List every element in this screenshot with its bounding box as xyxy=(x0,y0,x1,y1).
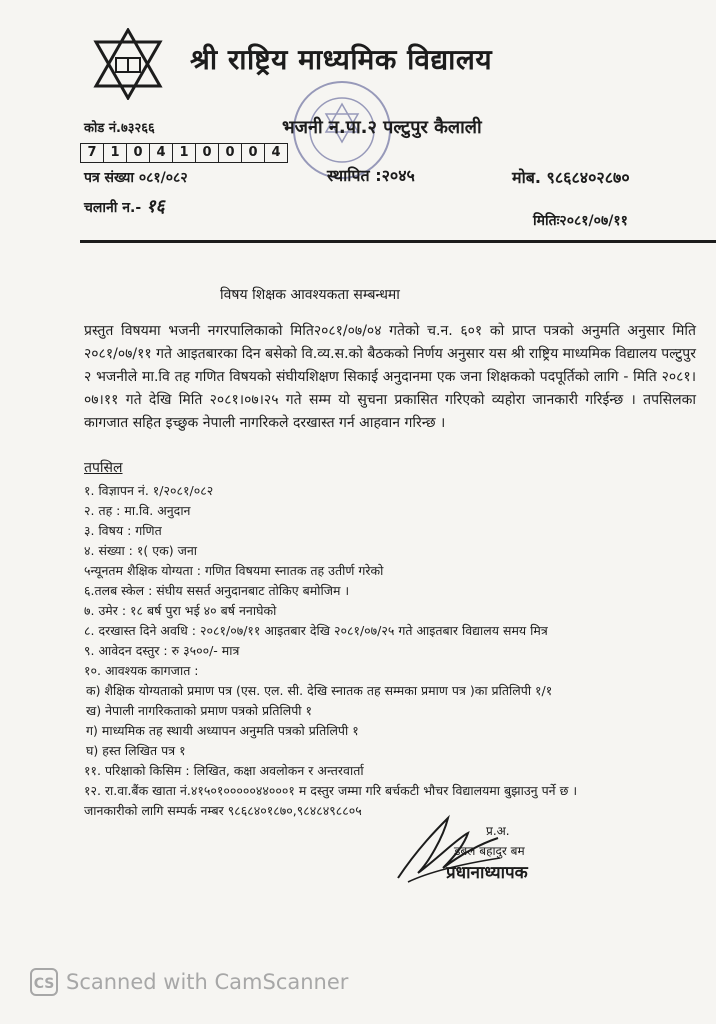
code-digit: 0 xyxy=(196,144,219,162)
letter-number: पत्र संख्या ०८१/०८२ xyxy=(84,170,188,186)
dispatch-label: चलानी न.- xyxy=(84,200,142,216)
school-emblem-icon xyxy=(92,28,164,100)
list-item: २. तह : मा.वि. अनुदान xyxy=(84,503,191,518)
list-item: ७. उमेर : १८ बर्ष पुरा भई ४० बर्ष ननाघेको xyxy=(84,603,277,618)
camscanner-logo-icon: CS xyxy=(30,968,58,996)
code-digit: 0 xyxy=(242,144,265,162)
signatory-role: प्रधानाध्यापक xyxy=(446,863,528,883)
list-item: ९. आवेदन दस्तुर : रु ३५००/- मात्र xyxy=(84,643,240,658)
details-list xyxy=(84,481,694,821)
established-year: स्थापित :२०४५ xyxy=(327,166,415,185)
header-divider xyxy=(80,240,716,243)
code-digit: 7 xyxy=(81,144,104,162)
list-item: ४. संख्या : १( एक) जना xyxy=(84,543,198,558)
list-item: ६.तलब स्केल : संघीय ससर्त अनुदानबाट तोकिए बमोजिम । xyxy=(84,583,350,598)
code-digit: 1 xyxy=(104,144,127,162)
mobile-number: मोब. ९८६८४०२८७० xyxy=(512,168,630,187)
camscanner-watermark xyxy=(30,968,348,996)
signature-title: प्र.अ. xyxy=(486,824,510,838)
list-item: क) शैक्षिक योग्यताको प्रमाण पत्र (एस. एल. सी. देखि स्नातक तह सम्मका प्रमाण पत्र )का प्रतिलिपी १/१ xyxy=(86,683,553,698)
list-item: ११. परिक्षाको किसिम : लिखित, कक्षा अवलोकन र अन्तरवार्ता xyxy=(84,763,364,778)
list-item: ५न्यूनतम शैक्षिक योग्यता : गणित विषयमा स्नातक तह उतीर्ण गरेको xyxy=(84,563,384,578)
list-item: जानकारीको लागि सम्पर्क नम्बर ९८६८४०१८७०,९८४८४९८८०५ xyxy=(84,803,362,818)
list-item: घ) हस्त लिखित पत्र १ xyxy=(86,743,186,758)
list-item: ख) नेपाली नागरिकताको प्रमाण पत्रको प्रतिलिपी १ xyxy=(86,703,313,718)
school-address: भजनी न.पा.२ पल्टुपुर कैलाली xyxy=(282,117,482,138)
letter-body: प्रस्तुत विषयमा भजनी नगरपालिकाको मिति२०८१/०७/०४ गतेको च.न. ६०१ को प्राप्त पत्रको अनुमति अनुसार मिति २०८१/०७/११ गते आइतबारका दिन बसेको वि.व्य.स.को बैठकको निर्णय अनुसार यस श्री राष्ट्रिय माध्यमिक विद्यालय पल्टुपुर २ भजनीले मा.वि तह गणित विषयको संघीयशिक्षण सिकाई अनुदानमा एक जना शिक्षकको पदपूर्तिको लागि - मिति २०८१।०७।११ गते देखि मिति २०८१।०७।२५ गते सम्म यो सुचना प्रकासित गरिएको व्यहोरा जानकारी गरिईन्छ । तपसिलका कागजात सहित इच्छुक नेपाली नागरिकले दरखास्त गर्न आहवान गरिन्छ । xyxy=(84,323,696,431)
school-name: श्री राष्ट्रिय माध्यमिक विद्यालय xyxy=(190,43,493,76)
list-item: १. विज्ञापन नं. १/२०८१/०८२ xyxy=(84,483,214,498)
code-digit: 0 xyxy=(219,144,242,162)
list-item: ८. दरखास्त दिने अवधि : २०८१/०७/११ आइतबार देखि २०८१/०७/२५ गते आइतबार विद्यालय समय मित्र xyxy=(84,623,548,638)
list-item: १०. आवश्यक कागजात : xyxy=(84,663,199,678)
list-item: ग) माध्यमिक तह स्थायी अध्यापन अनुमति पत्रको प्रतिलिपी १ xyxy=(86,723,359,738)
letter-subject: विषय शिक्षक आवश्यकता सम्बन्धमा xyxy=(220,287,400,303)
details-heading: तपसिल xyxy=(84,460,123,476)
signatory-name: डबल बहादुर बम xyxy=(454,844,525,858)
watermark-text: Scanned with CamScanner xyxy=(66,970,349,994)
letter-date: मितिः२०८१/०७/११ xyxy=(533,213,628,229)
list-item: ३. विषय : गणित xyxy=(84,523,162,538)
list-item: १२. रा.वा.बैंक खाता नं.४१५०१०००००४४०००१ म दस्तुर जम्मा गरि बर्चकटी भौचर विद्यालयमा बुझाउनु पर्ने छ । xyxy=(84,783,578,798)
school-code-boxes xyxy=(80,143,288,163)
dispatch-number xyxy=(84,194,165,218)
code-digit: 4 xyxy=(271,145,281,160)
code-digit: 0 xyxy=(127,144,150,162)
code-digit: 1 xyxy=(173,144,196,162)
school-code-label: कोड नं.७३२६६ xyxy=(84,121,155,136)
code-digit: 4 xyxy=(150,144,173,162)
dispatch-handwritten-number: १६ xyxy=(146,196,165,217)
